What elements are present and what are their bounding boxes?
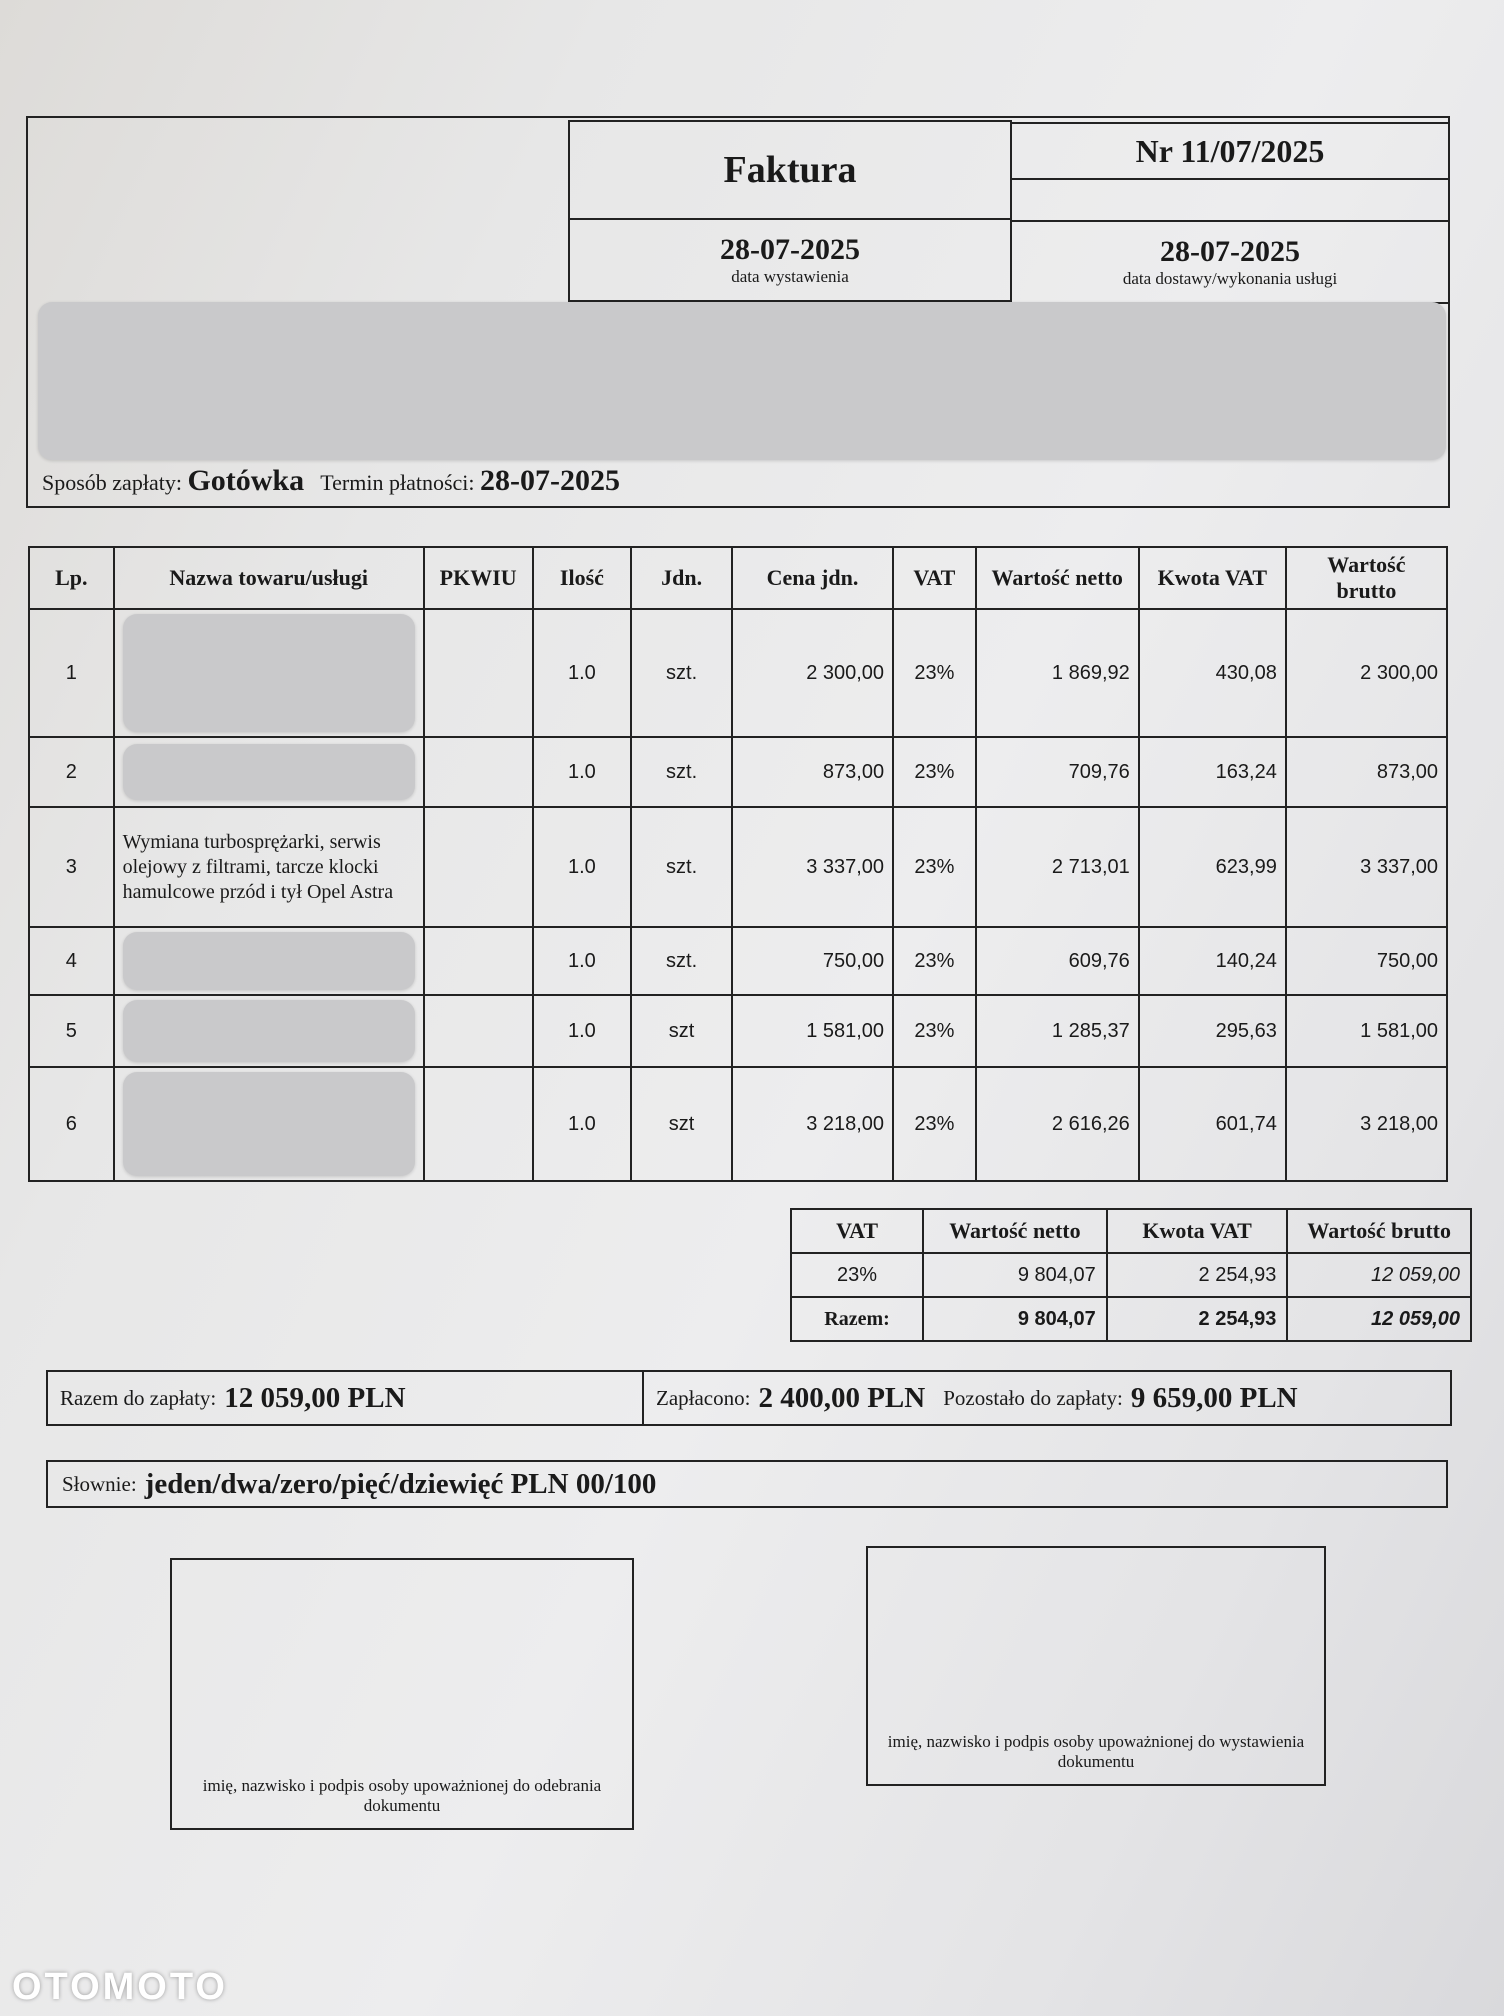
row-price: 1 581,00: [732, 995, 893, 1067]
row-unit: szt.: [631, 737, 732, 807]
remaining-amount: 9 659,00 PLN: [1130, 1381, 1298, 1414]
document-title: Faktura: [723, 149, 857, 191]
to-pay-label: Razem do zapłaty:: [60, 1385, 217, 1410]
paid-section: [644, 1372, 1298, 1424]
redacted-item-name: [123, 614, 415, 732]
row-lp: 3: [29, 807, 114, 927]
row-gross: 873,00: [1286, 737, 1447, 807]
redacted-parties-block: [38, 302, 1446, 460]
items-table: [28, 546, 1448, 1182]
row-unit: szt.: [631, 609, 732, 737]
row-net: 1 869,92: [976, 609, 1139, 737]
issue-date: 28-07-2025: [720, 233, 860, 266]
payment-due-label: Termin płatności:: [320, 470, 475, 495]
summary-col-gross: Wartość brutto: [1287, 1209, 1471, 1253]
number-cell: [1010, 122, 1450, 180]
row-name-cell: [114, 737, 424, 807]
summary-col-vat: VAT: [791, 1209, 923, 1253]
otomoto-watermark: OTOMOTO: [12, 1966, 228, 2008]
row-unit: szt: [631, 1067, 732, 1181]
row-lp: 2: [29, 737, 114, 807]
row-name: Wymiana turbosprężarki, serwis olejowy z filtrami, tarcze klocki hamulcowe przód i tył Opel Astra: [114, 807, 424, 927]
col-gross: Wartość brutto: [1286, 547, 1447, 609]
row-net: 1 285,37: [976, 995, 1139, 1067]
table-row: [29, 807, 1447, 927]
table-row: [29, 609, 1447, 737]
row-vat-amount: 430,08: [1139, 609, 1286, 737]
col-name: Nazwa towaru/usługi: [114, 547, 424, 609]
payment-line: [42, 464, 620, 498]
summary-total-row: [791, 1297, 1471, 1341]
to-pay-amount: 12 059,00 PLN: [224, 1381, 406, 1414]
row-vat: 23%: [893, 927, 976, 995]
row-net: 2 713,01: [976, 807, 1139, 927]
vat-summary-table: [790, 1208, 1472, 1342]
row-gross: 1 581,00: [1286, 995, 1447, 1067]
col-unit: Jdn.: [631, 547, 732, 609]
row-gross: 3 218,00: [1286, 1067, 1447, 1181]
delivery-date-cell: [1010, 220, 1450, 304]
redacted-item-name: [123, 744, 415, 800]
row-name-cell: [114, 1067, 424, 1181]
summary-col-vat-amount: Kwota VAT: [1107, 1209, 1288, 1253]
row-gross: 2 300,00: [1286, 609, 1447, 737]
issuer-signature-caption: imię, nazwisko i podpis osoby upoważnionej do wystawienia dokumentu: [887, 1732, 1305, 1771]
row-vat-amount: 623,99: [1139, 807, 1286, 927]
row-pkwiu: [424, 737, 533, 807]
summary-total-vat-amount: 2 254,93: [1107, 1297, 1288, 1341]
in-words-label: Słownie:: [62, 1471, 137, 1496]
delivery-date-label: data dostawy/wykonania usługi: [1122, 269, 1338, 288]
delivery-date: 28-07-2025: [1160, 235, 1300, 268]
row-unit: szt.: [631, 807, 732, 927]
col-price: Cena jdn.: [732, 547, 893, 609]
row-vat: 23%: [893, 1067, 976, 1181]
summary-gross: 12 059,00: [1287, 1253, 1471, 1297]
row-gross: 3 337,00: [1286, 807, 1447, 927]
redacted-item-name: [123, 932, 415, 990]
row-vat-amount: 140,24: [1139, 927, 1286, 995]
payment-due-date: 28-07-2025: [480, 464, 620, 497]
payment-method-label: Sposób zapłaty:: [42, 470, 182, 495]
summary-net: 9 804,07: [923, 1253, 1107, 1297]
row-pkwiu: [424, 807, 533, 927]
row-qty: 1.0: [533, 737, 632, 807]
row-unit: szt.: [631, 927, 732, 995]
row-vat-amount: 601,74: [1139, 1067, 1286, 1181]
row-vat-amount: 163,24: [1139, 737, 1286, 807]
row-pkwiu: [424, 927, 533, 995]
row-vat: 23%: [893, 609, 976, 737]
row-vat: 23%: [893, 995, 976, 1067]
row-qty: 1.0: [533, 1067, 632, 1181]
summary-rate-row: [791, 1253, 1471, 1297]
col-qty: Ilość: [533, 547, 632, 609]
row-vat-amount: 295,63: [1139, 995, 1286, 1067]
row-lp: 5: [29, 995, 114, 1067]
row-pkwiu: [424, 609, 533, 737]
row-lp: 6: [29, 1067, 114, 1181]
invoice-number: Nr 11/07/2025: [1135, 132, 1325, 169]
row-lp: 1: [29, 609, 114, 737]
summary-rate: 23%: [791, 1253, 923, 1297]
issuer-signature-box: [866, 1546, 1326, 1786]
in-words-value: jeden/dwa/zero/pięć/dziewięć PLN 00/100: [144, 1467, 657, 1500]
row-unit: szt: [631, 995, 732, 1067]
receiver-signature-box: [170, 1558, 634, 1830]
row-price: 750,00: [732, 927, 893, 995]
row-gross: 750,00: [1286, 927, 1447, 995]
row-lp: 4: [29, 927, 114, 995]
summary-total-net: 9 804,07: [923, 1297, 1107, 1341]
paid-amount: 2 400,00 PLN: [758, 1381, 926, 1414]
row-name-cell: [114, 995, 424, 1067]
remaining-label: Pozostało do zapłaty:: [943, 1385, 1123, 1410]
col-net: Wartość netto: [976, 547, 1139, 609]
table-row: [29, 737, 1447, 807]
row-vat: 23%: [893, 807, 976, 927]
col-vat: VAT: [893, 547, 976, 609]
row-qty: 1.0: [533, 995, 632, 1067]
row-name-cell: [114, 927, 424, 995]
redacted-item-name: [123, 1000, 415, 1062]
title-cell: [568, 120, 1012, 220]
col-pkwiu: PKWIU: [424, 547, 533, 609]
summary-header-row: [791, 1209, 1471, 1253]
payment-method: Gotówka: [187, 464, 305, 497]
receiver-signature-caption: imię, nazwisko i podpis osoby upoważnionej do odebrania dokumentu: [202, 1776, 602, 1815]
to-pay-section: [48, 1372, 644, 1424]
row-pkwiu: [424, 995, 533, 1067]
row-price: 3 337,00: [732, 807, 893, 927]
row-qty: 1.0: [533, 927, 632, 995]
row-net: 709,76: [976, 737, 1139, 807]
payment-totals: [46, 1370, 1452, 1426]
row-price: 2 300,00: [732, 609, 893, 737]
row-vat: 23%: [893, 737, 976, 807]
issue-date-cell: [568, 218, 1012, 302]
row-net: 609,76: [976, 927, 1139, 995]
row-net: 2 616,26: [976, 1067, 1139, 1181]
row-name-cell: [114, 609, 424, 737]
issue-date-label: data wystawienia: [731, 267, 849, 286]
table-row: [29, 995, 1447, 1067]
row-qty: 1.0: [533, 807, 632, 927]
row-qty: 1.0: [533, 609, 632, 737]
summary-col-net: Wartość netto: [923, 1209, 1107, 1253]
items-header-row: [29, 547, 1447, 609]
col-vat-amount: Kwota VAT: [1139, 547, 1286, 609]
row-pkwiu: [424, 1067, 533, 1181]
table-row: [29, 1067, 1447, 1181]
redacted-item-name: [123, 1072, 415, 1176]
col-lp: Lp.: [29, 547, 114, 609]
table-row: [29, 927, 1447, 995]
summary-total-gross: 12 059,00: [1287, 1297, 1471, 1341]
amount-in-words: [46, 1460, 1448, 1508]
row-price: 3 218,00: [732, 1067, 893, 1181]
summary-total-label: Razem:: [791, 1297, 923, 1341]
row-price: 873,00: [732, 737, 893, 807]
summary-vat-amount: 2 254,93: [1107, 1253, 1288, 1297]
paid-label: Zapłacono:: [656, 1385, 751, 1410]
